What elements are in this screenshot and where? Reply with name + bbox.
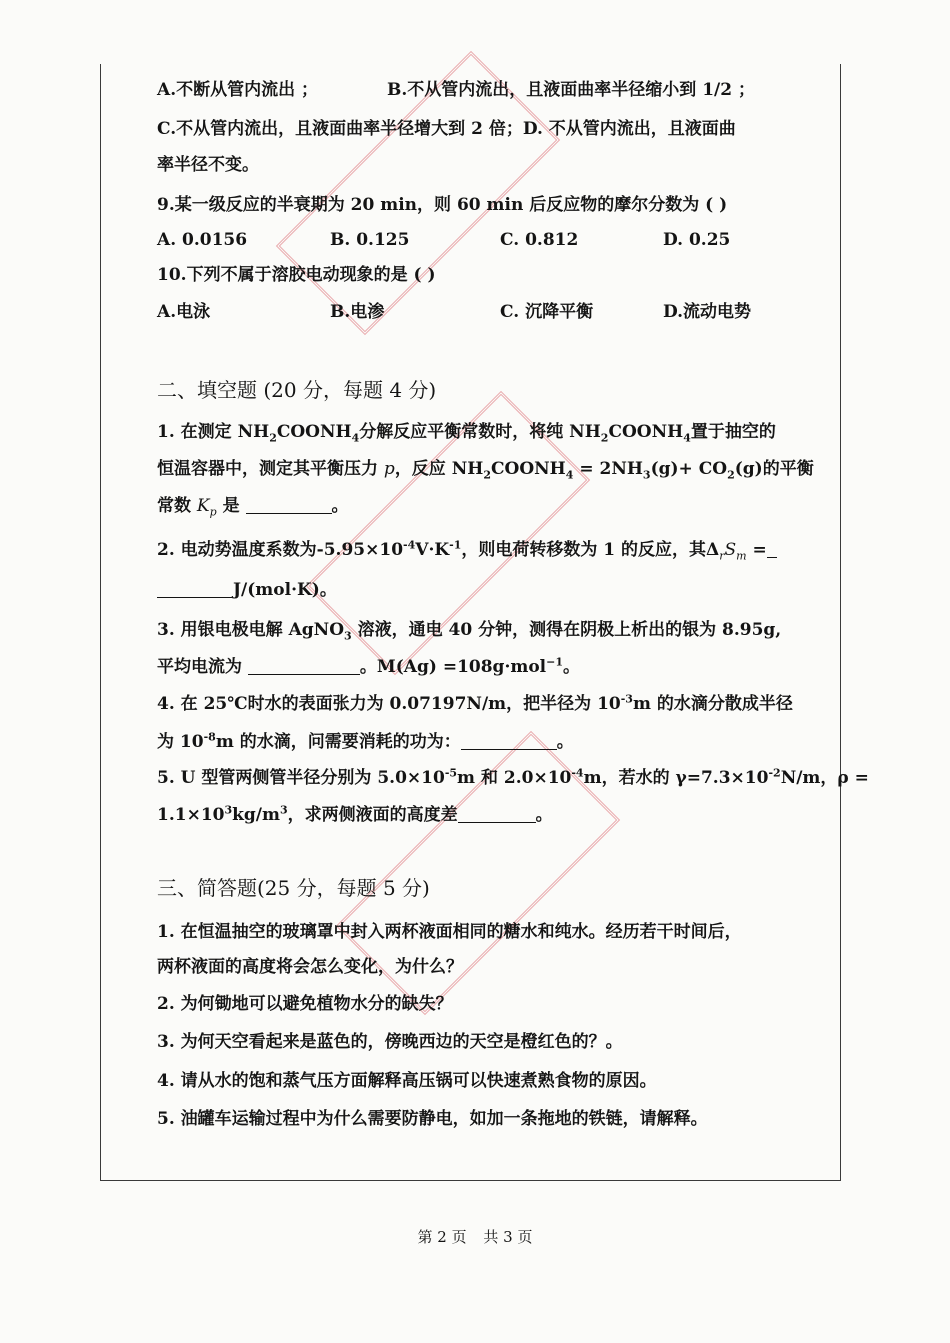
answer-blank: [461, 733, 557, 750]
short-q5: 5. 油罐车运输过程中为什么需要防静电，如加一条拖地的铁链，请解释。: [157, 1109, 708, 1129]
fill-q3-line2: 平均电流为 。M(Ag) =108g·mol$^{-1}$。: [157, 655, 581, 677]
q10-option-a: A.电泳: [157, 302, 211, 322]
fill-q4-line2: 为 $10^{-8}m$ 的水滴，问需要消耗的功为： 。: [157, 730, 574, 752]
short-q1-line1: 1. 在恒温抽空的玻璃罩中封入两杯液面相同的糖水和纯水。经历若干时间后，: [157, 922, 742, 942]
answer-blank: [248, 658, 360, 675]
fill-q2-line1: 2. 电动势温度系数为$-5.95\times 10^{-4}V\cdot K^{-1}$，则电荷转移数为 1 的反应，其$\Delta_rS_m$ =: [157, 541, 777, 559]
q9-option-a: A. 0.0156: [157, 230, 248, 250]
short-q3: 3. 为何天空看起来是蓝色的，傍晚西边的天空是橙红色的？。: [157, 1032, 623, 1052]
q10-option-d: D.流动电势: [663, 302, 752, 322]
fill-q3-line1: 3. 用银电极电解 AgNO$_3$ 溶液，通电 40 分钟，测得在阴极上析出的银为 8.95g,: [157, 620, 782, 643]
q9-stem: 9.某一级反应的半衰期为 20 min，则 60 min 后反应物的摩尔分数为 ( ): [157, 195, 728, 215]
fill-q4-line1: 4. 在 25℃时水的表面张力为 0.07197N/m，把半径为 $10^{-3}m$ 的水滴分散成半径: [157, 692, 793, 714]
answer-blank: [157, 581, 233, 598]
fill-q2-line2: J/(mol·K)。: [157, 581, 337, 599]
section2-title: 二、填空题 (20 分，每题 4 分): [157, 378, 437, 402]
q8-option-cd: C.不从管内流出，且液面曲率半径增大到 2 倍；D. 不从管内流出，且液面曲: [157, 119, 736, 139]
q10-option-c: C. 沉降平衡: [500, 302, 594, 322]
fill-q1-line2: 恒温容器中，测定其平衡压力 p，反应 $NH_2COONH_4 = 2NH_3(g)+ CO_2(g)$的平衡: [157, 459, 814, 482]
section3-title: 三、简答题(25 分，每题 5 分): [157, 876, 430, 900]
q9-option-d: D. 0.25: [663, 230, 731, 250]
q8-option-a: A.不断从管内流出 ；: [157, 80, 319, 100]
answer-blank: [246, 497, 332, 514]
short-q2: 2. 为何锄地可以避免植物水分的缺失？: [157, 994, 453, 1014]
q8-option-d-cont: 率半径不变。: [157, 155, 259, 175]
fill-q5-line2: $1.1\times 10^3kg/m^3$，求两侧液面的高度差 。: [157, 803, 553, 825]
q8-option-b: B.不从管内流出，且液面曲率半径缩小到 1/2 ；: [387, 80, 755, 100]
fill-q1-line3: 常数 $K_p$ 是 。: [157, 496, 349, 519]
q9-option-c: C. 0.812: [500, 230, 579, 250]
page-total: 共 3 页: [483, 1228, 533, 1246]
page-number: 第 2 页: [417, 1228, 467, 1246]
page-footer: [0, 1226, 950, 1247]
q10-option-b: B.电渗: [330, 302, 385, 322]
fill-q5-line1: 5. U 型管两侧管半径分别为 $5.0\times 10^{-5}m$ 和 $2.0\times 10^{-4}m$，若水的 $\gamma=7.3\times 10^{-2}N/m$，ρ =: [157, 766, 869, 788]
fill-q1-line1: 1. 在测定 $NH_2COONH_4$分解反应平衡常数时，将纯 $NH_2COONH_4$置于抽空的: [157, 422, 776, 445]
q9-option-b: B. 0.125: [330, 230, 410, 250]
answer-blank: [458, 806, 536, 823]
q10-stem: 10.下列不属于溶胶电动现象的是 ( ): [157, 265, 436, 285]
short-q1-line2: 两杯液面的高度将会怎么变化，为什么？: [157, 957, 463, 977]
short-q4: 4. 请从水的饱和蒸气压方面解释高压锅可以快速煮熟食物的原因。: [157, 1071, 657, 1091]
answer-blank: [767, 541, 777, 558]
